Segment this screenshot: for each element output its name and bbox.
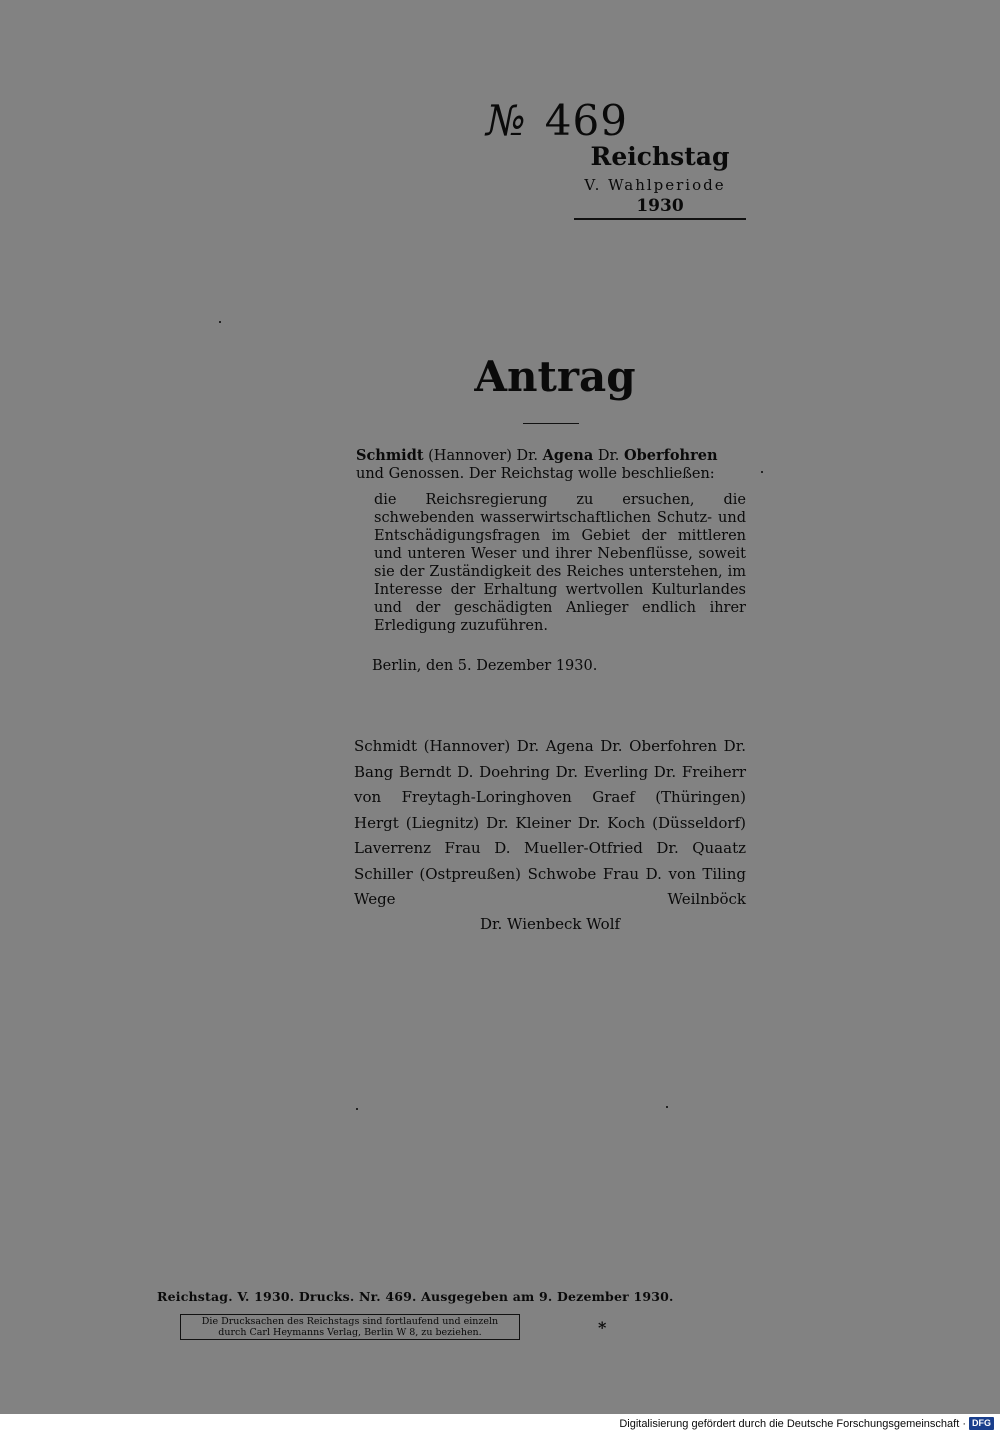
title-rule — [523, 423, 579, 424]
publisher-notice-box — [180, 1314, 520, 1340]
page-title: Antrag — [474, 352, 636, 401]
place-date: Berlin, den 5. Dezember 1930. — [372, 658, 598, 674]
asterisk-mark: * — [598, 1318, 607, 1337]
scan-speck — [761, 471, 763, 473]
mover-name: Agena — [542, 447, 594, 464]
legislative-period: V. Wahlperiode — [584, 176, 726, 194]
request-paragraph: die Reichsregierung zu ersuchen, die schwebenden wasserwirtschaftlichen Schutz- und Entschädigungsfragen im Gebiet der mittleren und unteren Weser und ihrer Nebenflüsse, soweit sie der Zuständigkeit des Reiches unterstehen, im Interesse der Erhaltung wertvollen Kulturlandes und der geschädigten Anlieger endlich ihrer Erledigung zuzuführen. — [374, 492, 746, 634]
signatories-last-line: Dr. Wienbeck Wolf — [479, 915, 621, 933]
scan-speck — [356, 1108, 358, 1110]
movers-text: und Genossen. Der Reichstag wolle beschließen: — [356, 466, 715, 482]
parliament-name: Reichstag — [590, 142, 730, 171]
header-rule — [574, 218, 746, 220]
scan-speck — [666, 1106, 668, 1108]
signatories-list: Schmidt (Hannover) Dr. Agena Dr. Oberfohren Dr. Bang Berndt D. Doehring Dr. Everling Dr. Freiherr von Freytagh-Loringhoven Graef (Thüringen) Hergt (Liegnitz) Dr. Kleiner Dr. Koch (Düsseldorf) Laverrenz Frau D. Mueller-Otfried Dr. Quaatz Schiller (Ostpreußen) Schwobe Frau D. von Tiling Wege Weilnböck — [354, 737, 746, 908]
mover-name: Schmidt — [356, 447, 424, 464]
credit-text: Digitalisierung gefördert durch die Deutsche Forschungsgemeinschaft · — [619, 1417, 966, 1430]
document-number — [486, 96, 628, 145]
number-value: 469 — [544, 96, 628, 145]
movers-text: (Hannover) Dr. — [423, 448, 543, 464]
funding-credit — [619, 1417, 994, 1430]
motion-body — [356, 447, 746, 675]
publisher-notice-line: Die Drucksachen des Reichstags sind fortlaufend und einzeln — [201, 1316, 499, 1327]
movers-paragraph — [356, 447, 746, 483]
issue-line: Reichstag. V. 1930. Drucks. Nr. 469. Ausgegeben am 9. Dezember 1930. — [157, 1289, 674, 1304]
publisher-notice-line: durch Carl Heymanns Verlag, Berlin W 8, zu beziehen. — [218, 1327, 482, 1338]
movers-text: Dr. — [593, 448, 625, 464]
dfg-logo: DFG — [969, 1417, 994, 1430]
scan-speck — [219, 321, 221, 323]
mover-name: Oberfohren — [624, 447, 718, 464]
year: 1930 — [636, 196, 684, 216]
number-sign: № — [486, 96, 527, 145]
